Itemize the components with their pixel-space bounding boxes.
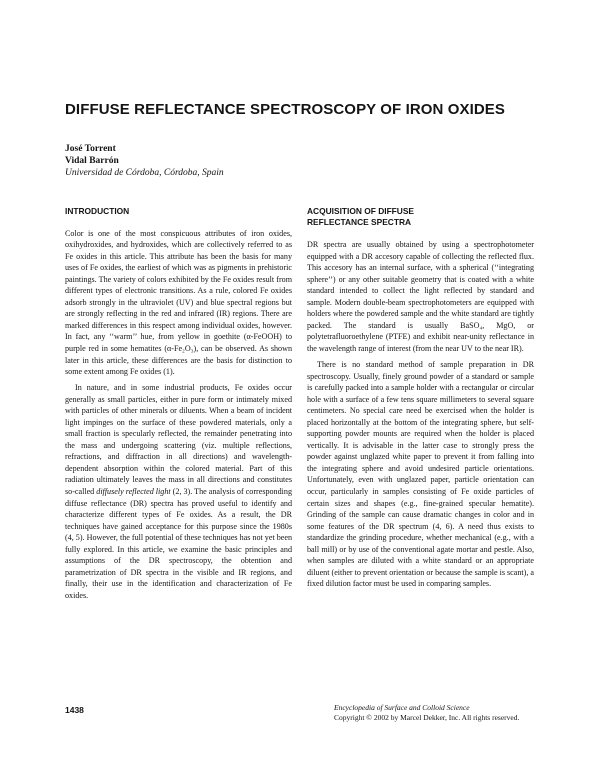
author-block — [65, 143, 224, 179]
heading-line: REFLECTANCE SPECTRA — [307, 216, 412, 227]
author-name: Vidal Barrón — [65, 156, 119, 166]
body-paragraph: DR spectra are usually obtained by using a spectrophotometer equipped with a DR accesory capable of collecting the reflected flux. This accesory has an internal surface, with a spherical (‘‘integrating sphere’’) or any other suitable geometry that is coated with a white standard intended to collect the light reflected by standard and sample. Modern double-beam spectrophotometers are equipped with holders where the powdered sample and the white standard are tightly packed. The standard is usually BaSO₄, MgO, or polytetrafluoroethylene (PTFE) and exhibit near-unity reflectance in the wavelength range of interest (from the near UV to the near IR). — [307, 240, 534, 353]
author-affiliation: Universidad de Córdoba, Córdoba, Spain — [65, 168, 224, 178]
journal-name: Encyclopedia of Surface and Colloid Science — [334, 703, 470, 712]
copyright-notice: Copyright © 2002 by Marcel Dekker, Inc. All rights reserved. — [334, 713, 520, 722]
paragraph-text: In nature, and in some industrial products, Fe oxides occur generally as small particles, either in pure form or intimately mixed with particles of other minerals or diluents. When a beam of incident light impinges on the surface of these powdered materials, only a small fraction is specularly reflected, the remainder penetrating into the mass and undergoing scattering (viz. multiple reflections, refractions, and diffraction in all directions) and wavelength-dependent absorption within the colored material. Part of this radiation ultimately leaves the mass in all directions and constitutes so-called — [65, 383, 292, 497]
author-name: José Torrent — [65, 144, 116, 154]
acquisition-heading — [307, 206, 534, 227]
body-paragraph: There is no standard method of sample preparation in DR spectroscopy. Usually, finely ground powder of a standard or sample is carefully packed into a sample holder with a rectangular or circular hole with a surface of a few tens square millimeters to several square centimeters. No special care need be exercised when the holder is placed horizontally at the bottom of the integrating sphere, but self-supporting powder mounts are required when the holder is placed vertically. It is advisable in the latter case to strongly press the powder against unglazed white paper to prevent it from falling into the integrating sphere and avoid undesired particle orientations. Unfortunately, even with unglazed paper, particle orientation can occur, particularly in samples consisting of Fe oxide particles of certain sizes and shapes (e.g., fine-grained specular hematite). Grinding of the sample can cause dramatic changes in color and in some features of the DR spectrum (4, 6). A need thus exists to standardize the grinding procedure, whether mechanical (e.g., with a ball mill) or by use of the conventional agate mortar and pestle. Also, when samples are diluted with a white standard or an appropriate diluent (either to prevent orientation or because the sample is scant), a fixed dilution factor must be used in comparing samples. — [307, 359, 534, 589]
heading-line: ACQUISITION OF DIFFUSE — [307, 206, 415, 216]
paragraph-text: (2, 3). The analysis of corresponding diffuse reflectance (DR) spectra has proved useful to identify and characterize different types of Fe oxides. As a result, the DR techniques have gained acceptance for this purpose since the 1980s (4, 5). However, the full potential of these techniques has not yet been fully explored. In this article, we examine the basic principles and assumptions of the DR spectroscopy, the obtention and parametrization of DR spectra in the visible and IR regions, and finally, their use in the identification and characterization of Fe oxides. — [65, 487, 292, 600]
right-column — [307, 206, 534, 594]
introduction-heading: INTRODUCTION — [65, 206, 130, 216]
article-title: DIFFUSE REFLECTANCE SPECTROSCOPY OF IRON OXIDES — [65, 101, 506, 118]
page-number: 1438 — [65, 705, 84, 715]
body-paragraph — [65, 382, 292, 601]
left-column — [65, 206, 292, 606]
emphasized-term: diffusely reflected light — [96, 487, 171, 497]
footer-citation — [334, 703, 519, 723]
body-paragraph: Color is one of the most conspicuous attributes of iron oxides, oxihydroxides, and hydroxides, which are collectively referred to as Fe oxides in this article. This attribute has been the basis for many uses of Fe oxides, the earliest of which was as pigments in prehistoric paintings. The variety of colors exhibited by the Fe oxides result from different types of electronic transitions. As a rule, colored Fe oxides adsorb strongly in the ultraviolet (UV) and blue spectral regions but are strongly reflecting in the red and infrared (IR) regions. There are marked differences in this respect among individual oxides, however. In fact, any ‘‘warm’’ hue, from yellow in goethite (α-FeOOH) to purple red in some hematites (α-Fe₂O₃), can be observed. As shown later in this article, these differences are the basis for distinction to some extent among Fe oxides (1). — [65, 228, 292, 377]
